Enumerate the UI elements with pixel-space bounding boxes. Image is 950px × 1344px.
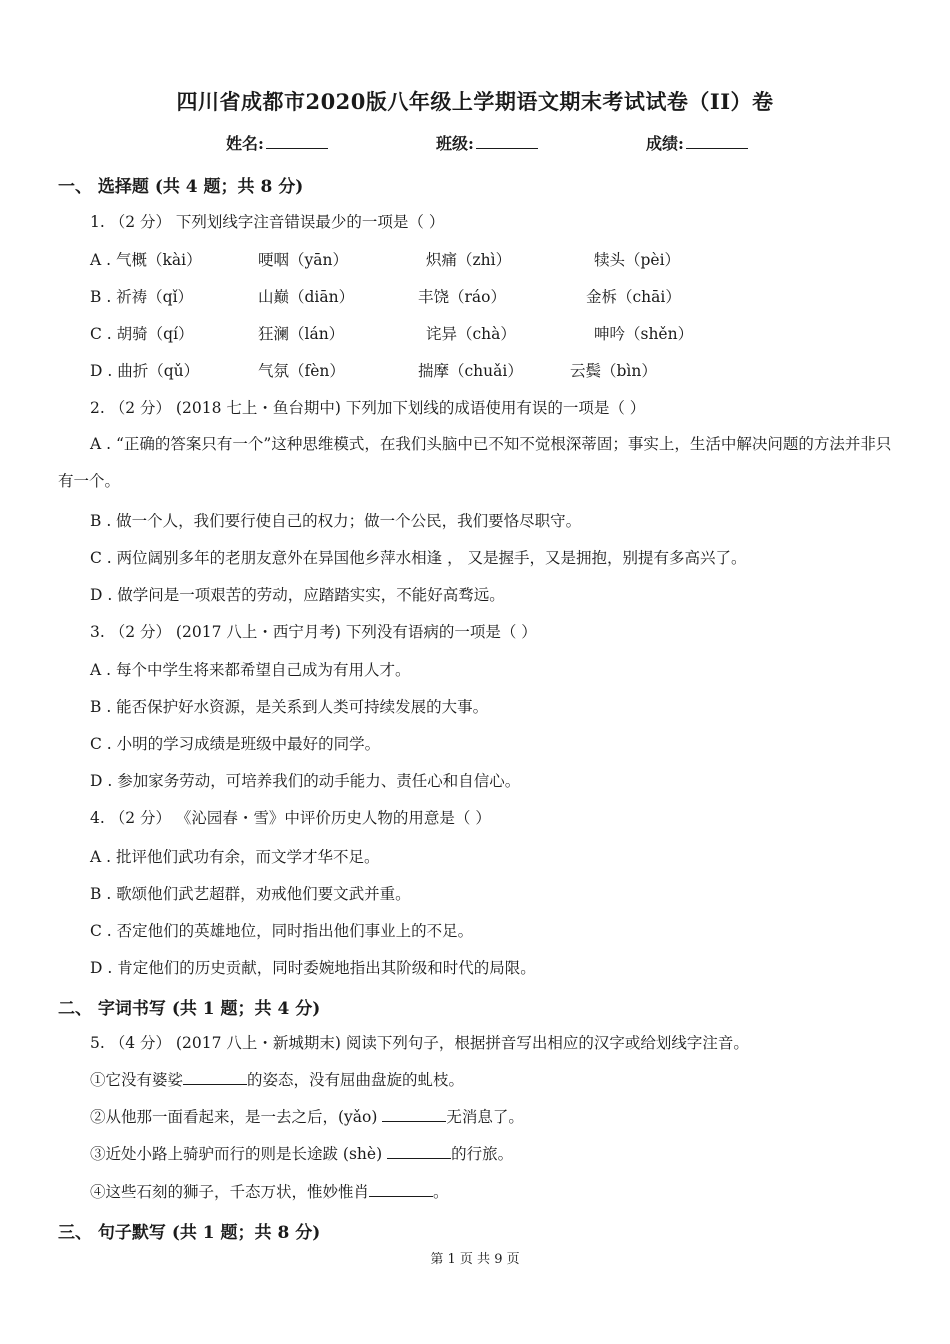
q5-sentence-1 <box>90 1068 464 1090</box>
q4-option-a: A . 批评他们武功有余，而文学才华不足。 <box>90 848 380 866</box>
q1-option-d-1: D . 曲折（qǔ） <box>90 362 200 380</box>
q3-option-b: B . 能否保护好水资源，是关系到人类可持续发展的大事。 <box>90 698 489 716</box>
q5-s3-after: 的行旅。 <box>451 1145 514 1163</box>
q4-option-b: B . 歌颂他们武艺超群，劝戒他们要文武并重。 <box>90 885 411 903</box>
q1-option-b-4: 金柝（chāi） <box>586 288 681 306</box>
q1-option-a-3: 炽痛（zhì） <box>426 251 512 269</box>
q1-option-a-1: A . 气概（kài） <box>90 251 202 269</box>
q5-s1-after: 的姿态，没有屈曲盘旋的虬枝。 <box>247 1071 465 1089</box>
name-label: 姓名: <box>226 134 264 153</box>
q5-s3-before: ③近处小路上骑驴而行的则是长途跋 (shè) <box>90 1145 388 1163</box>
q2-option-c: C . 两位阔别多年的老朋友意外在异国他乡萍水相逢 ， 又是握手，又是拥抱，别提有多高兴了。 <box>90 549 747 567</box>
page-title: 四川省成都市2020版八年级上学期语文期末考试试卷（II）卷 <box>176 89 774 114</box>
q5-blank-1[interactable] <box>183 1070 247 1085</box>
name-blank <box>266 134 328 149</box>
class-label: 班级: <box>436 134 474 153</box>
q1-option-c-3: 诧异（chà） <box>426 325 516 343</box>
question-5-stem: 5. （4 分） (2017 八上・新城期末) 阅读下列句子，根据拼音写出相应的汉字或给划线字注音。 <box>90 1034 749 1052</box>
q1-option-b-1: B . 祈祷（qǐ） <box>90 288 194 306</box>
q5-blank-2[interactable] <box>382 1107 446 1122</box>
class-field <box>436 131 538 154</box>
section-heading-3: 三、 句子默写 (共 1 题；共 8 分) <box>58 1223 321 1243</box>
score-label: 成绩: <box>646 134 684 153</box>
q1-option-c-2: 狂澜（lán） <box>258 325 345 343</box>
q2-option-b: B . 做一个人，我们要行使自己的权力；做一个公民，我们要恪尽职守。 <box>90 512 582 530</box>
q4-option-d: D . 肯定他们的历史贡献，同时委婉地指出其阶级和时代的局限。 <box>90 959 536 977</box>
q1-option-d-2: 气氛（fèn） <box>258 362 345 380</box>
q1-option-c-4: 呻吟（shěn） <box>594 325 694 343</box>
name-field <box>226 131 328 154</box>
q5-s4-after: 。 <box>433 1183 449 1201</box>
q1-option-d-3: 揣摩（chuǎi） <box>418 362 523 380</box>
question-4-stem: 4. （2 分） 《沁园春・雪》中评价历史人物的用意是（ ） <box>90 809 491 827</box>
q5-s2-before: ②从他那一面看起来，是一去之后，(yǎo) <box>90 1108 383 1126</box>
question-2-stem: 2. （2 分） (2018 七上・鱼台期中) 下列加下划线的成语使用有误的一项是（ ） <box>90 399 646 417</box>
class-blank <box>476 134 538 149</box>
q2-option-d: D . 做学问是一项艰苦的劳动，应踏踏实实，不能好高骛远。 <box>90 586 505 604</box>
q5-sentence-2 <box>90 1105 524 1127</box>
q1-option-b-3: 丰饶（ráo） <box>418 288 506 306</box>
q1-option-b-2: 山巅（diān） <box>258 288 355 306</box>
section-heading-1: 一、 选择题 (共 4 题；共 8 分) <box>58 177 304 197</box>
score-field <box>646 131 748 154</box>
question-1-stem: 1. （2 分） 下列划线字注音错误最少的一项是（ ） <box>90 213 445 231</box>
q5-sentence-4 <box>90 1180 449 1202</box>
q1-option-a-4: 犊头（pèi） <box>594 251 681 269</box>
q1-option-d-4: 云鬓（bìn） <box>570 362 657 380</box>
q5-blank-4[interactable] <box>369 1182 433 1197</box>
q3-option-c: C . 小明的学习成绩是班级中最好的同学。 <box>90 735 381 753</box>
q4-option-c: C . 否定他们的英雄地位，同时指出他们事业上的不足。 <box>90 922 474 940</box>
section-heading-2: 二、 字词书写 (共 1 题；共 4 分) <box>58 999 321 1019</box>
q5-s2-after: 无消息了。 <box>446 1108 524 1126</box>
q5-sentence-3 <box>90 1142 513 1164</box>
score-blank <box>686 134 748 149</box>
q2-option-a: A . “正确的答案只有一个”这种思维模式，在我们头脑中已不知不觉根深蒂固；事实上，生活中解决问题的方法并非只有一个。 <box>58 435 892 490</box>
q5-s4-before: ④这些石刻的狮子，千态万状，惟妙惟肖 <box>90 1183 370 1201</box>
q3-option-a: A . 每个中学生将来都希望自己成为有用人才。 <box>90 661 411 679</box>
q5-s1-before: ①它没有婆娑 <box>90 1071 184 1089</box>
q1-option-a-2: 哽咽（yān） <box>258 251 348 269</box>
page-footer: 第 1 页 共 9 页 <box>430 1252 520 1267</box>
q3-option-d: D . 参加家务劳动，可培养我们的动手能力、责任心和自信心。 <box>90 772 521 790</box>
question-3-stem: 3. （2 分） (2017 八上・西宁月考) 下列没有语病的一项是（ ） <box>90 623 537 641</box>
q5-blank-3[interactable] <box>387 1144 451 1159</box>
q1-option-c-1: C . 胡骑（qí） <box>90 325 194 343</box>
